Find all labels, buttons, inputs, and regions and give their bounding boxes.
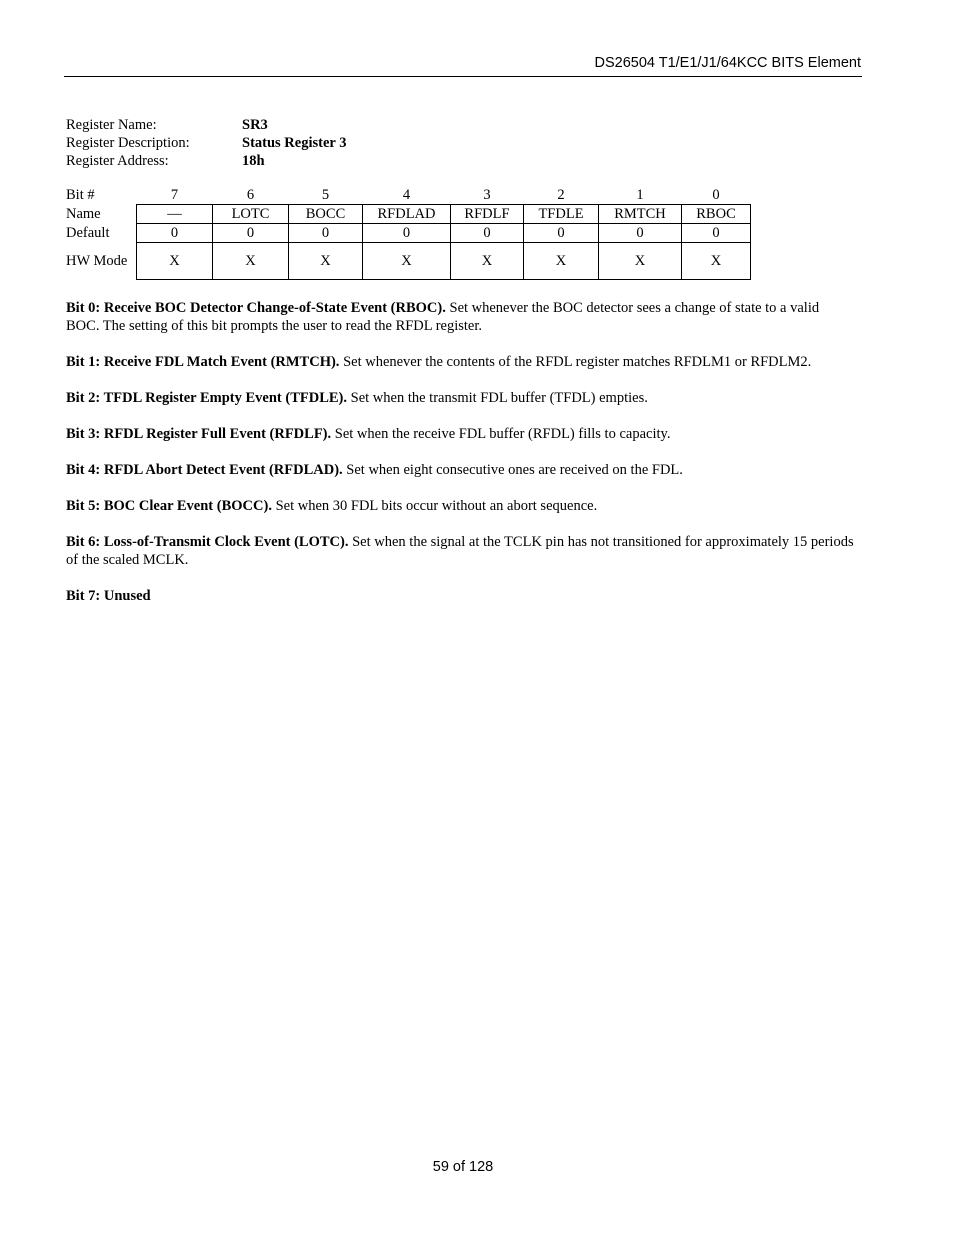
register-name-label: Register Name: (66, 117, 157, 133)
name-row-label: Name (66, 206, 101, 222)
bit-description-text: Set when the signal at the TCLK pin has not transitioned for approximately 15 periods of the scaled MCLK. (66, 534, 854, 568)
bit-number: 0 (712, 187, 720, 203)
bit-name-cell: RBOC (682, 205, 751, 224)
bit-name-cell: RFDLAD (363, 205, 451, 224)
bit-description (66, 425, 856, 443)
bit-hw-mode-cell: X (289, 243, 363, 280)
bit-number: 5 (321, 187, 330, 203)
bit-number: 1 (636, 187, 644, 203)
bit-name-cell: RFDLF (451, 205, 524, 224)
bit-description-text: Set when eight consecutive ones are received on the FDL. (342, 462, 683, 478)
bit-description-title: Bit 2: TFDL Register Empty Event (TFDLE). (66, 390, 348, 406)
bit-description (66, 533, 856, 569)
bit-default-cell: 0 (599, 224, 682, 243)
bit-hw-mode-cell: X (363, 243, 451, 280)
bit-name-cell: TFDLE (524, 205, 599, 224)
default-row-label: Default (66, 225, 110, 241)
register-description-row (66, 134, 346, 152)
page-number: 59 of 128 (432, 1159, 494, 1175)
bit-number: 4 (402, 187, 411, 203)
bit-description-title: Bit 0: Receive BOC Detector Change-of-State Event (RBOC). (66, 300, 446, 316)
document-header-title: DS26504 T1/E1/J1/64KCC BITS Element (594, 55, 861, 71)
register-description-label: Register Description: (66, 135, 190, 151)
bit-number-row (64, 186, 751, 205)
bit-hw-mode-cell: X (682, 243, 751, 280)
bit-table (64, 186, 751, 280)
bit-hw-mode-cell: X (137, 243, 213, 280)
register-name-row (66, 116, 346, 134)
bit-row-label: Bit # (66, 187, 95, 204)
bit-hw-mode-row (64, 243, 751, 280)
hw-mode-row-label: HW Mode (66, 253, 128, 269)
register-name-value: SR3 (242, 117, 268, 133)
bit-name-cell: RMTCH (599, 205, 682, 224)
bit-description-title: Bit 4: RFDL Abort Detect Event (RFDLAD). (66, 462, 343, 478)
bit-hw-mode-cell: X (599, 243, 682, 280)
bit-description (66, 353, 856, 371)
bit-number: 2 (557, 187, 565, 203)
bit-name-cell: LOTC (213, 205, 289, 224)
bit-default-cell: 0 (213, 224, 289, 243)
bit-description (66, 461, 856, 479)
bit-number: 3 (483, 187, 491, 203)
bit-description-text: Set when the receive FDL buffer (RFDL) fills to capacity. (331, 426, 671, 442)
bit-description-title: Bit 5: BOC Clear Event (BOCC). (66, 498, 272, 514)
bit-default-cell: 0 (137, 224, 213, 243)
bit-name-row (64, 205, 751, 224)
bit-hw-mode-cell: X (451, 243, 524, 280)
bit-default-cell: 0 (524, 224, 599, 243)
bit-description-title: Bit 6: Loss-of-Transmit Clock Event (LOTC). (66, 534, 349, 550)
bit-description (66, 389, 856, 407)
bit-description-text: Set when 30 FDL bits occur without an abort sequence. (271, 498, 598, 514)
bit-default-cell: 0 (289, 224, 363, 243)
bit-default-cell: 0 (451, 224, 524, 243)
bit-description-title: Bit 7: Unused (66, 588, 151, 604)
bit-number: 7 (170, 187, 179, 203)
register-info (66, 116, 346, 170)
bit-number: 6 (246, 187, 255, 203)
register-description-value: Status Register 3 (242, 135, 347, 151)
register-address-value: 18h (242, 153, 265, 169)
bit-description-title: Bit 3: RFDL Register Full Event (RFDLF). (66, 426, 332, 442)
bit-description (66, 497, 856, 515)
bit-hw-mode-cell: X (213, 243, 289, 280)
bit-name-cell: — (137, 205, 213, 224)
bit-description (66, 299, 856, 335)
bit-description-text: Set whenever the contents of the RFDL register matches RFDLM1 or RFDLM2. (339, 354, 812, 370)
header-rule (64, 76, 862, 77)
bit-descriptions (66, 299, 856, 623)
register-address-row (66, 152, 346, 170)
bit-default-cell: 0 (682, 224, 751, 243)
bit-description-text: Set when the transmit FDL buffer (TFDL) empties. (347, 390, 648, 406)
register-address-label: Register Address: (66, 153, 169, 169)
bit-default-row (64, 224, 751, 243)
bit-description-title: Bit 1: Receive FDL Match Event (RMTCH). (66, 354, 340, 370)
bit-hw-mode-cell: X (524, 243, 599, 280)
bit-description-text: Set whenever the BOC detector sees a change of state to a valid BOC. The setting of this bit prompts the user to read the RFDL register. (66, 300, 820, 334)
bit-description (66, 587, 856, 605)
bit-default-cell: 0 (363, 224, 451, 243)
bit-name-cell: BOCC (289, 205, 363, 224)
